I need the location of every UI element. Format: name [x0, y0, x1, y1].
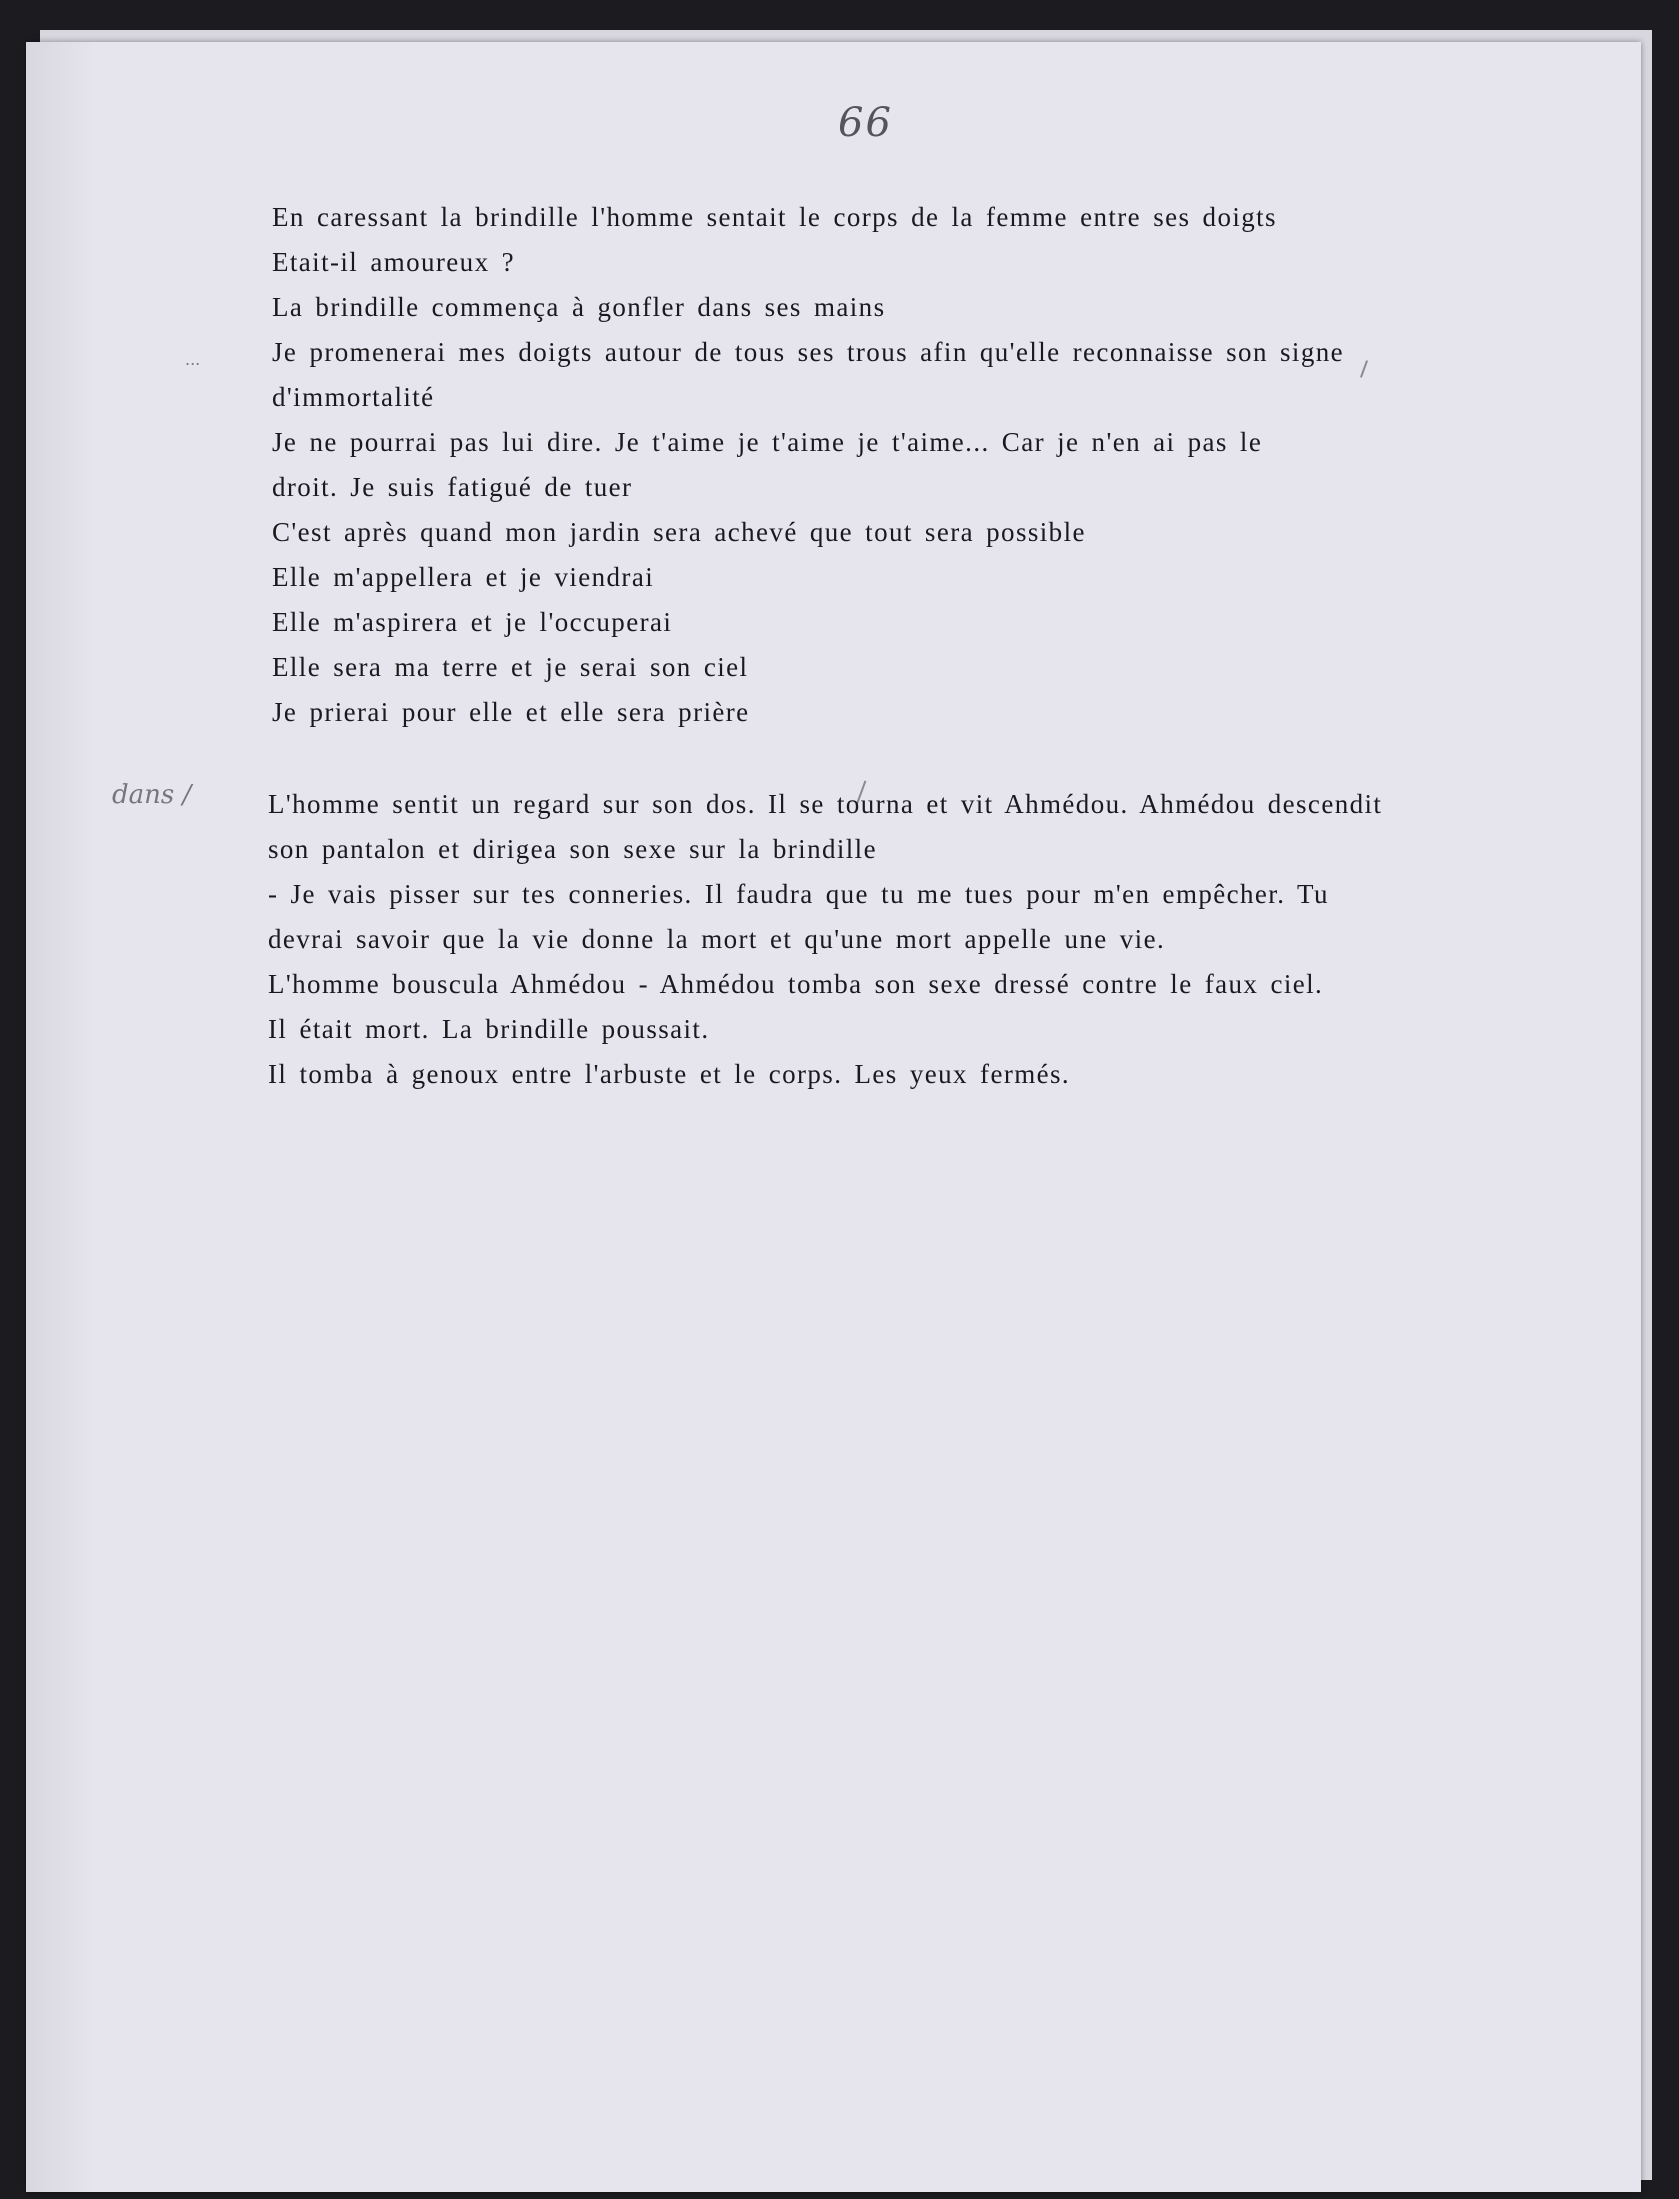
text-line: Il tomba à genoux entre l'arbuste et le corps. Les yeux fermés.: [268, 1059, 1071, 1089]
text-line: - Je vais pisser sur tes conneries. Il faudra que tu me tues pour m'en empêcher. Tu: [268, 879, 1329, 909]
paragraph-1: [272, 195, 1344, 735]
text-line: Elle sera ma terre et je serai son ciel: [272, 652, 749, 682]
text-line: La brindille commença à gonfler dans ses mains: [272, 292, 886, 322]
text-line: Je ne pourrai pas lui dire. Je t'aime je t'aime je t'aime... Car je n'en ai pas le: [272, 427, 1263, 457]
text-line: L'homme bouscula Ahmédou - Ahmédou tomba son sexe dressé contre le faux ciel.: [268, 969, 1324, 999]
paragraph-2: [268, 782, 1382, 1097]
margin-note-dots: ...: [185, 350, 201, 369]
text-line: d'immortalité: [272, 382, 435, 412]
text-line: Il était mort. La brindille poussait.: [268, 1014, 710, 1044]
text-line: Etait-il amoureux ?: [272, 247, 516, 277]
text-line: Je promenerai mes doigts autour de tous ses trous afin qu'elle reconnaisse son signe: [272, 337, 1345, 367]
text-line: son pantalon et dirigea son sexe sur la brindille: [268, 834, 877, 864]
text-line: droit. Je suis fatigué de tuer: [272, 472, 633, 502]
page-number: 66: [838, 100, 893, 146]
text-line: Je prierai pour elle et elle sera prière: [272, 697, 750, 727]
text-line: Elle m'aspirera et je l'occuperai: [272, 607, 673, 637]
text-line: En caressant la brindille l'homme sentait le corps de la femme entre ses doigts: [272, 202, 1277, 232]
text-line: C'est après quand mon jardin sera achevé que tout sera possible: [272, 517, 1086, 547]
text-line: Elle m'appellera et je viendrai: [272, 562, 655, 592]
margin-note-dans: dans /: [112, 780, 192, 810]
text-line: L'homme sentit un regard sur son dos. Il se tourna et vit Ahmédou. Ahmédou descendit: [268, 789, 1383, 819]
text-line: devrai savoir que la vie donne la mort et qu'une mort appelle une vie.: [268, 924, 1166, 954]
